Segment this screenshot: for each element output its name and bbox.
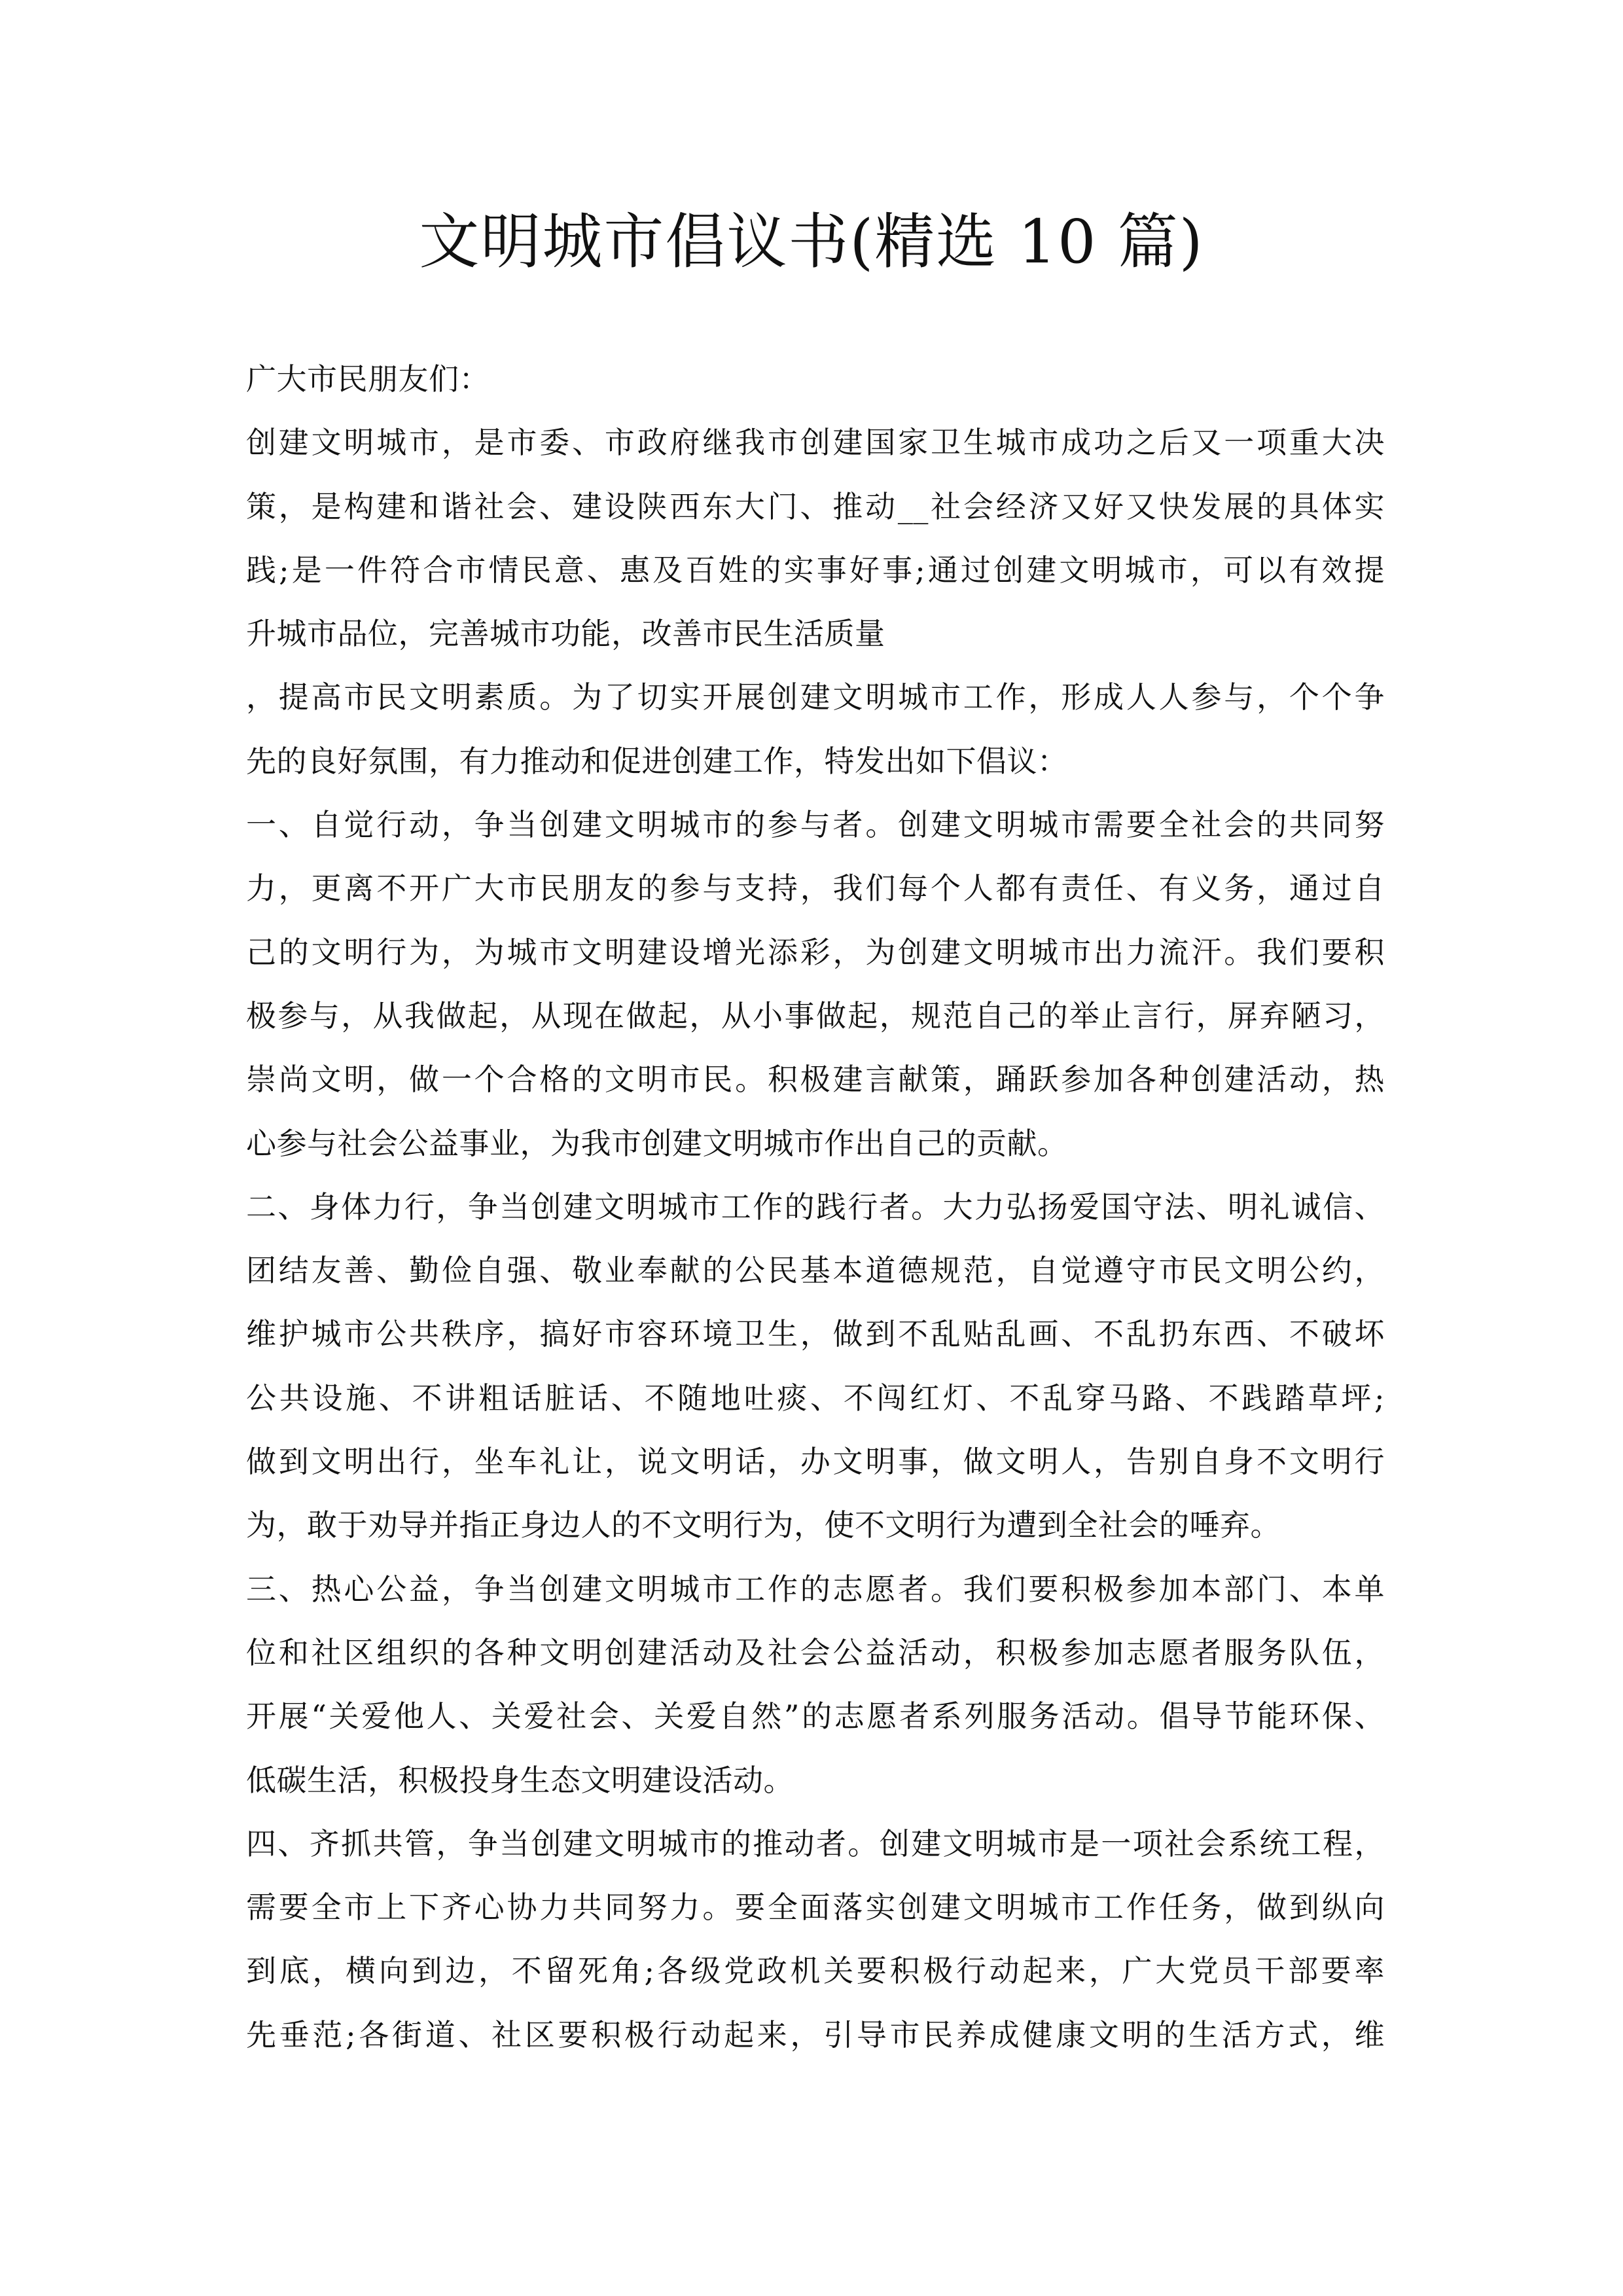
text-line: 需要全市上下齐心协力共同努力。要全面落实创建文明城市工作任务，做到纵向 (246, 1890, 1385, 1926)
text-line: 先垂范;各街道、社区要积极行动起来，引导市民养成健康文明的生活方式，维 (246, 2017, 1385, 2053)
text-line: 践;是一件符合市情民意、惠及百姓的实事好事;通过创建文明城市，可以有效提 (246, 552, 1385, 588)
text-line: 为，敢于劝导并指正身边人的不文明行为，使不文明行为遭到全社会的唾弃。 (246, 1507, 1281, 1543)
text-line: 开展“关爱他人、关爱社会、关爱自然”的志愿者系列服务活动。倡导节能环保、 (246, 1698, 1385, 1734)
text-line: 三、热心公益，争当创建文明城市工作的志愿者。我们要积极参加本部门、本单 (246, 1571, 1385, 1607)
text-line: 一、自觉行动，争当创建文明城市的参与者。创建文明城市需要全社会的共同努 (246, 807, 1385, 843)
salutation-line: 广大市民朋友们： (246, 361, 490, 397)
text-line: 四、齐抓共管，争当创建文明城市的推动者。创建文明城市是一项社会系统工程， (246, 1825, 1385, 1861)
text-line: ，提高市民文明素质。为了切实开展创建文明城市工作，形成人人参与，个个争 (246, 679, 1385, 715)
text-line: 力，更离不开广大市民朋友的参与支持，我们每个人都有责任、有义务，通过自 (246, 870, 1385, 906)
text-line: 极参与，从我做起，从现在做起，从小事做起，规范自己的举止言行，屏弃陋习， (246, 997, 1385, 1033)
text-line: 创建文明城市，是市委、市政府继我市创建国家卫生城市成功之后又一项重大决 (246, 425, 1385, 461)
text-line: 策，是构建和谐社会、建设陕西东大门、推动__社会经济又好又快发展的具体实 (246, 488, 1385, 524)
document-title: 文明城市倡议书(精选 10 篇) (419, 207, 1204, 277)
text-line: 崇尚文明，做一个合格的文明市民。积极建言献策，踊跃参加各种创建活动，热 (246, 1062, 1385, 1098)
text-line: 己的文明行为，为城市文明建设增光添彩，为创建文明城市出力流汗。我们要积 (246, 934, 1385, 970)
text-line: 低碳生活，积极投身生态文明建设活动。 (246, 1762, 794, 1798)
document-body (246, 348, 1385, 2067)
text-line: 做到文明出行，坐车礼让，说文明话，办文明事，做文明人，告别自身不文明行 (246, 1444, 1385, 1480)
text-line: 位和社区组织的各种文明创建活动及社会公益活动，积极参加志愿者服务队伍， (246, 1634, 1385, 1670)
text-line: 心参与社会公益事业，为我市创建文明城市作出自己的贡献。 (246, 1125, 1068, 1161)
text-line: 到底，横向到边，不留死角;各级党政机关要积极行动起来，广大党员干部要率 (246, 1953, 1385, 1989)
text-line: 先的良好氛围，有力推动和促进创建工作，特发出如下倡议： (246, 743, 1068, 779)
text-line: 维护城市公共秩序，搞好市容环境卫生，做到不乱贴乱画、不乱扔东西、不破坏 (246, 1316, 1385, 1352)
text-line: 二、身体力行，争当创建文明城市工作的践行者。大力弘扬爱国守法、明礼诚信、 (246, 1189, 1385, 1225)
text-line: 公共设施、不讲粗话脏话、不随地吐痰、不闯红灯、不乱穿马路、不践踏草坪; (246, 1380, 1385, 1416)
text-line: 团结友善、勤俭自强、敬业奉献的公民基本道德规范，自觉遵守市民文明公约， (246, 1253, 1385, 1289)
text-line: 升城市品位，完善城市功能，改善市民生活质量 (246, 616, 885, 652)
